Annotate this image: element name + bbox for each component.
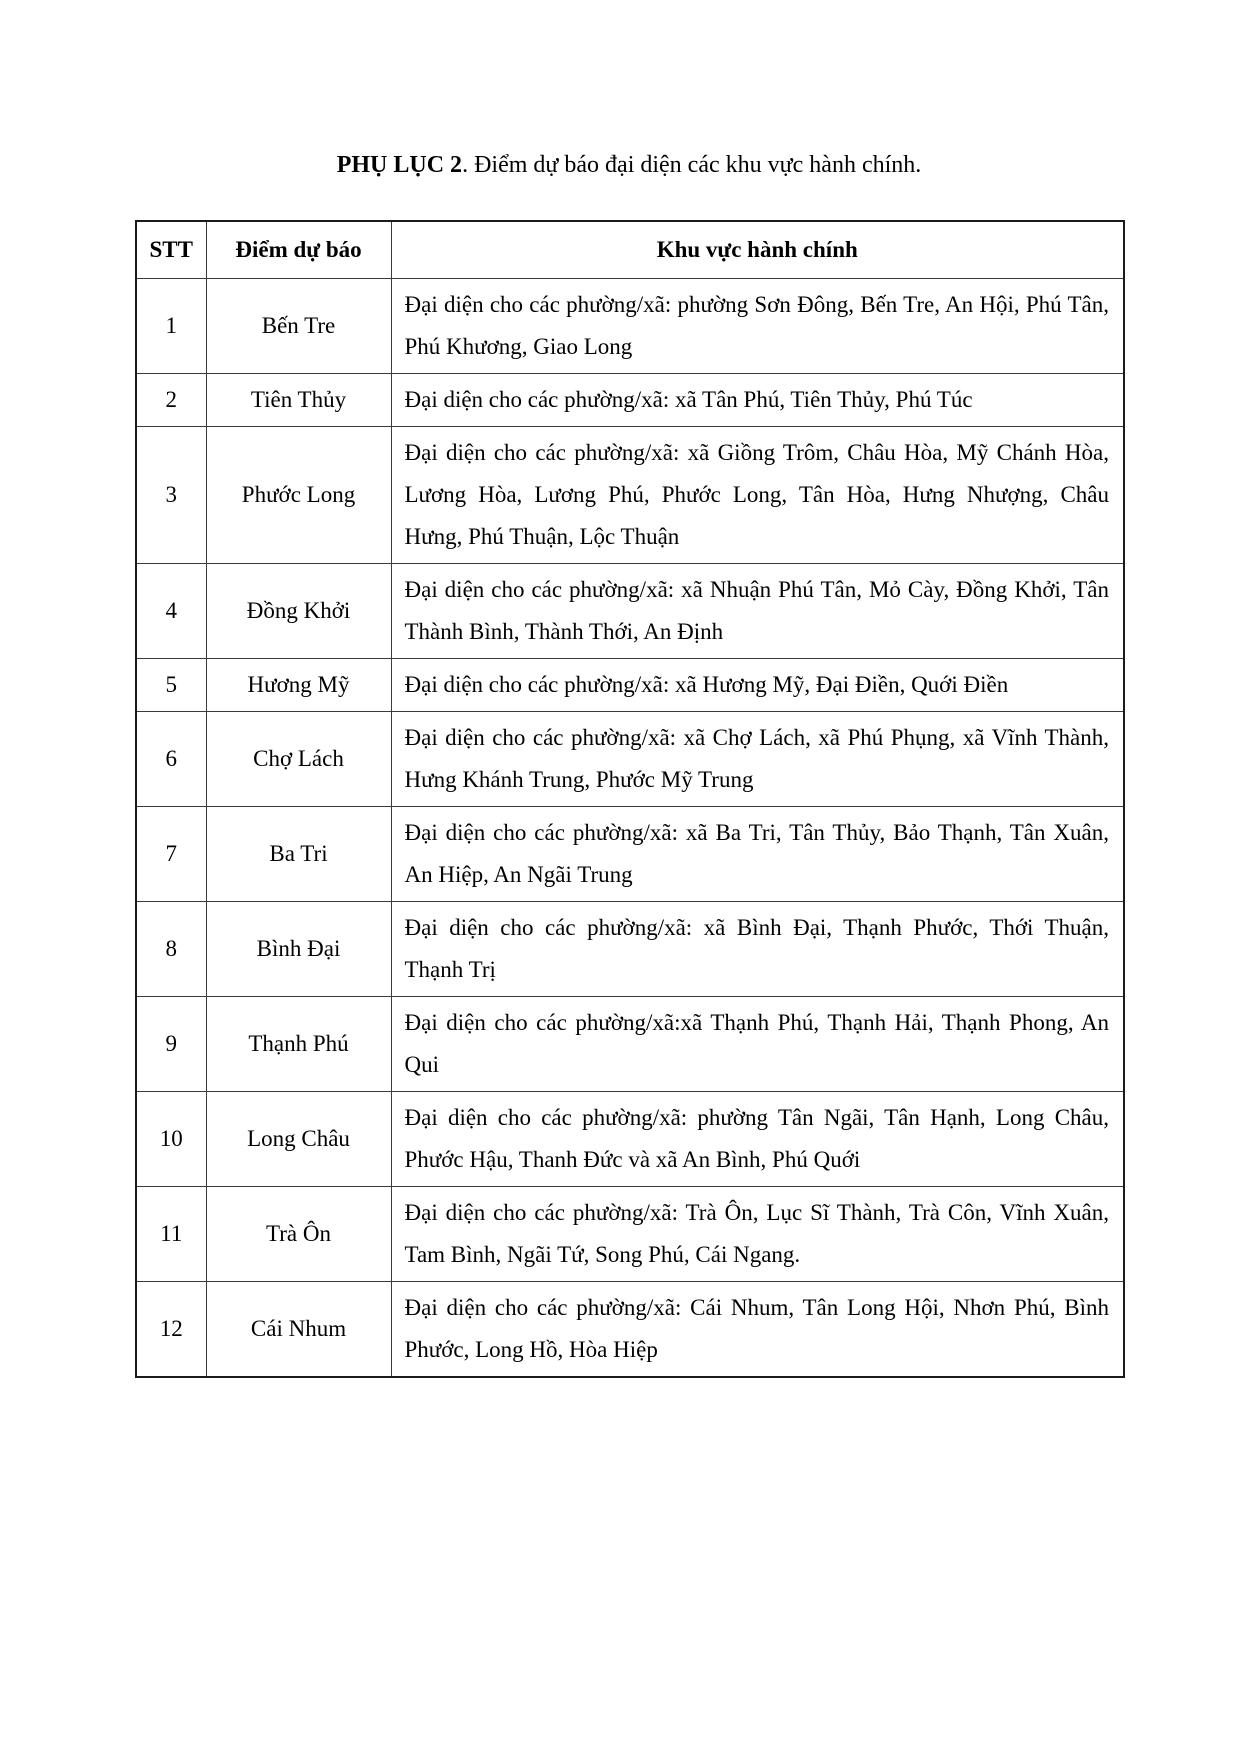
admin-area-cell: Đại diện cho các phường/xã: xã Ba Tri, Tân Thủy, Bảo Thạnh, Tân Xuân, An Hiệp, An Ngãi Trung [391, 806, 1124, 901]
table-head [136, 221, 1124, 278]
admin-area-cell: Đại diện cho các phường/xã: Cái Nhum, Tân Long Hội, Nhơn Phú, Bình Phước, Long Hồ, Hòa Hiệp [391, 1281, 1124, 1377]
row-number-cell: 6 [136, 711, 206, 806]
row-number-cell: 9 [136, 996, 206, 1091]
table-row [136, 806, 1124, 901]
row-number-cell: 10 [136, 1091, 206, 1186]
forecast-point-cell: Trà Ôn [206, 1186, 391, 1281]
row-number-cell: 7 [136, 806, 206, 901]
admin-area-cell: Đại diện cho các phường/xã: xã Giồng Trôm, Châu Hòa, Mỹ Chánh Hòa, Lương Hòa, Lương Phú, Phước Long, Tân Hòa, Hưng Nhượng, Châu Hưng, Phú Thuận, Lộc Thuận [391, 426, 1124, 563]
admin-area-cell: Đại diện cho các phường/xã: xã Nhuận Phú Tân, Mỏ Cày, Đồng Khởi, Tân Thành Bình, Thành Thới, An Định [391, 563, 1124, 658]
table-row [136, 1281, 1124, 1377]
forecast-point-cell: Bến Tre [206, 278, 391, 373]
admin-area-cell: Đại diện cho các phường/xã: xã Tân Phú, Tiên Thủy, Phú Túc [391, 373, 1124, 426]
table-row [136, 1186, 1124, 1281]
row-number-cell: 12 [136, 1281, 206, 1377]
table-row [136, 901, 1124, 996]
table-header-row [136, 221, 1124, 278]
table-row [136, 373, 1124, 426]
admin-area-cell: Đại diện cho các phường/xã: xã Chợ Lách, xã Phú Phụng, xã Vĩnh Thành, Hưng Khánh Trung, Phước Mỹ Trung [391, 711, 1124, 806]
row-number-cell: 3 [136, 426, 206, 563]
forecast-point-cell: Ba Tri [206, 806, 391, 901]
table-row [136, 996, 1124, 1091]
page-title [135, 150, 1123, 180]
forecast-point-cell: Bình Đại [206, 901, 391, 996]
row-number-cell: 11 [136, 1186, 206, 1281]
table-row [136, 1091, 1124, 1186]
forecast-point-cell: Long Châu [206, 1091, 391, 1186]
forecast-point-cell: Chợ Lách [206, 711, 391, 806]
header-cell-admin-area: Khu vực hành chính [391, 221, 1124, 278]
admin-area-cell: Đại diện cho các phường/xã: phường Sơn Đông, Bến Tre, An Hội, Phú Tân, Phú Khương, Giao Long [391, 278, 1124, 373]
header-cell-stt: STT [136, 221, 206, 278]
document-content [135, 150, 1123, 1378]
admin-area-cell: Đại diện cho các phường/xã: phường Tân Ngãi, Tân Hạnh, Long Châu, Phước Hậu, Thanh Đức và xã An Bình, Phú Quới [391, 1091, 1124, 1186]
row-number-cell: 5 [136, 658, 206, 711]
page-title-text: . Điểm dự báo đại diện các khu vực hành chính. [462, 152, 922, 178]
forecast-points-table [135, 220, 1125, 1378]
admin-area-cell: Đại diện cho các phường/xã: Trà Ôn, Lục Sĩ Thành, Trà Côn, Vĩnh Xuân, Tam Bình, Ngãi Tứ, Song Phú, Cái Ngang. [391, 1186, 1124, 1281]
forecast-point-cell: Cái Nhum [206, 1281, 391, 1377]
admin-area-cell: Đại diện cho các phường/xã: xã Bình Đại, Thạnh Phước, Thới Thuận, Thạnh Trị [391, 901, 1124, 996]
table-row [136, 278, 1124, 373]
admin-area-cell: Đại diện cho các phường/xã:xã Thạnh Phú, Thạnh Hải, Thạnh Phong, An Qui [391, 996, 1124, 1091]
page-title-label: PHỤ LỤC 2 [336, 152, 463, 178]
forecast-point-cell: Hương Mỹ [206, 658, 391, 711]
row-number-cell: 2 [136, 373, 206, 426]
forecast-point-cell: Đồng Khởi [206, 563, 391, 658]
row-number-cell: 1 [136, 278, 206, 373]
table-row [136, 563, 1124, 658]
forecast-point-cell: Tiên Thủy [206, 373, 391, 426]
table-body [136, 278, 1124, 1377]
table-row [136, 426, 1124, 563]
header-cell-forecast-point: Điểm dự báo [206, 221, 391, 278]
row-number-cell: 4 [136, 563, 206, 658]
admin-area-cell: Đại diện cho các phường/xã: xã Hương Mỹ, Đại Điền, Quới Điền [391, 658, 1124, 711]
forecast-point-cell: Thạnh Phú [206, 996, 391, 1091]
forecast-point-cell: Phước Long [206, 426, 391, 563]
row-number-cell: 8 [136, 901, 206, 996]
table-row [136, 711, 1124, 806]
table-row [136, 658, 1124, 711]
